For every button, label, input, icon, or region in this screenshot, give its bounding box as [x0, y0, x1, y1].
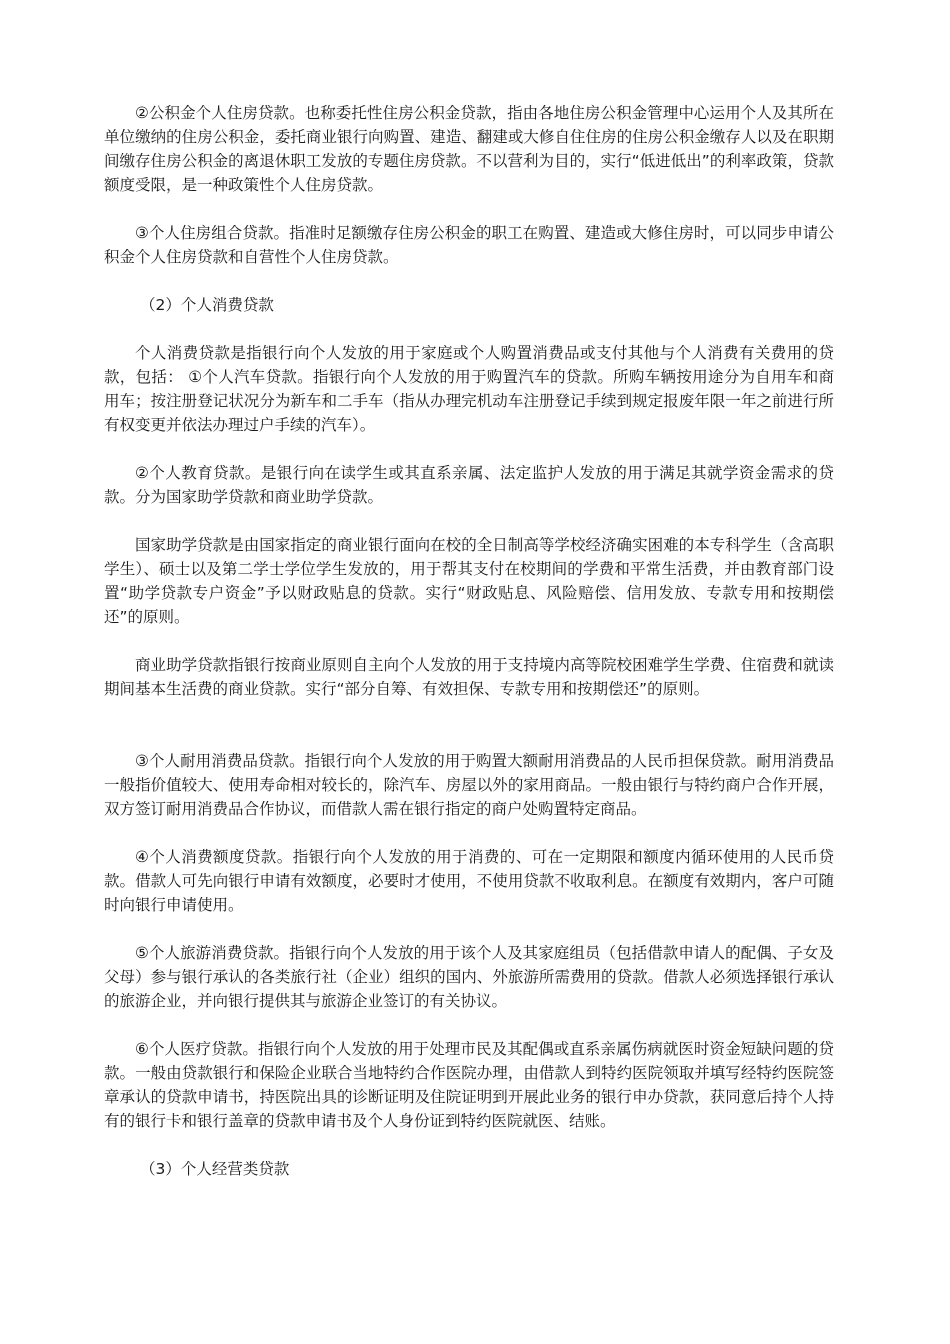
paragraph-medical-loan: ⑥个人医疗贷款。指银行向个人发放的用于处理市民及其配偶或直系亲属伤病就医时资金短缺问题的贷款。一般由贷款银行和保险企业联合当地特约合作医院办理，由借款人到特约医院领取并填写经特约医院签章承认的贷款申请书，持医院出具的诊断证明及住院证明到开展此业务的银行申办贷款，获同意后持个人持有的银行卡和银行盖章的贷款申请书及个人身份证到特约医院就医、结账。: [104, 1040, 834, 1130]
paragraph-durable-goods-loan: ③个人耐用消费品贷款。指银行向个人发放的用于购置大额耐用消费品的人民币担保贷款。耐用消费品一般指价值较大、使用寿命相对较长的，除汽车、房屋以外的家用商品。一般由银行与特约商户合作开展，双方签订耐用消费品合作协议，而借款人需在银行指定的商户处购置特定商品。: [104, 752, 834, 818]
paragraph-combined-housing-loan: ③个人住房组合贷款。指准时足额缴存住房公积金的职工在购置、建造或大修住房时，可以同步申请公积金个人住房贷款和自营性个人住房贷款。: [104, 224, 834, 266]
section-heading-business-loan: （3）个人经营类贷款: [140, 1160, 290, 1178]
paragraph-housing-fund-loan: ②公积金个人住房贷款。也称委托性住房公积金贷款，指由各地住房公积金管理中心运用个人及其所在单位缴纳的住房公积金，委托商业银行向购置、建造、翻建或大修自住住房的住房公积金缴存人以及在职期间缴存住房公积金的离退休职工发放的专题住房贷款。不以营利为目的，实行“低进低出”的利率政策，贷款额度受限，是一种政策性个人住房贷款。: [104, 104, 834, 194]
paragraph-travel-loan: ⑤个人旅游消费贷款。指银行向个人发放的用于该个人及其家庭组员（包括借款申请人的配偶、子女及父母）参与银行承认的各类旅行社（企业）组织的国内、外旅游所需费用的贷款。借款人必须选择银行承认的旅游企业，并向银行提供其与旅游企业签订的有关协议。: [104, 944, 834, 1010]
paragraph-consumer-loan-intro: 个人消费贷款是指银行向个人发放的用于家庭或个人购置消费品或支付其他与个人消费有关费用的贷款，包括： ①个人汽车贷款。指银行向个人发放的用于购置汽车的贷款。所购车辆按用途分为自用车和商用车；按注册登记状况分为新车和二手车（指从办理完机动车注册登记手续到规定报废年限一年之前进行所有权变更并依法办理过户手续的汽车）。: [104, 344, 834, 434]
paragraph-education-loan: ②个人教育贷款。是银行向在读学生或其直系亲属、法定监护人发放的用于满足其就学资金需求的贷款。分为国家助学贷款和商业助学贷款。: [104, 464, 834, 506]
paragraph-commercial-student-loan: 商业助学贷款指银行按商业原则自主向个人发放的用于支持境内高等院校困难学生学费、住宿费和就读期间基本生活费的商业贷款。实行“部分自筹、有效担保、专款专用和按期偿还”的原则。: [104, 656, 834, 698]
paragraph-national-student-loan: 国家助学贷款是由国家指定的商业银行面向在校的全日制高等学校经济确实困难的本专科学生（含高职学生）、硕士以及第二学士学位学生发放的，用于帮其支付在校期间的学费和平常生活费，并由教育部门设置“助学贷款专户资金”予以财政贴息的贷款。实行“财政贴息、风险赔偿、信用发放、专款专用和按期偿还”的原则。: [104, 536, 834, 626]
document-page: [104, 101, 834, 1181]
paragraph-consumer-credit-line: ④个人消费额度贷款。指银行向个人发放的用于消费的、可在一定期限和额度内循环使用的人民币贷款。借款人可先向银行申请有效额度，必要时才使用，不使用贷款不收取利息。在额度有效期内，客户可随时向银行申请使用。: [104, 848, 834, 914]
section-heading-consumer-loan: （2）个人消费贷款: [140, 296, 274, 314]
